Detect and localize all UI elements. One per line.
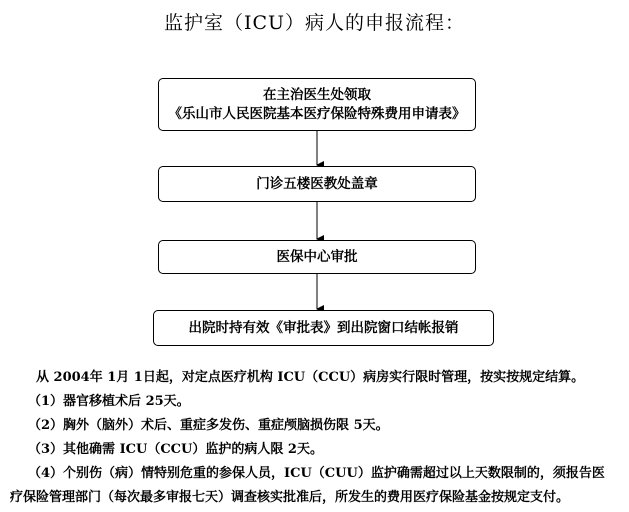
notes-item-3: （3）其他确需 ICU（CCU）监护的病人限 2天。 bbox=[28, 442, 323, 457]
page-title: 监护室（ICU）病人的申报流程： bbox=[163, 12, 466, 34]
step-2-label: 门诊五楼医教处盖章 bbox=[256, 175, 378, 192]
notes-intro: 从 2004年 1月 1日起，对定点医疗机构 ICU（CCU）病房实行限时管理，按实按规定结算。 bbox=[36, 370, 585, 385]
step-2-box bbox=[158, 166, 476, 202]
step-3-label: 医保中心审批 bbox=[276, 248, 358, 265]
step-3-box bbox=[158, 240, 476, 274]
step-1-line-2: 《乐山市人民医院基本医疗保险特殊费用申请表》 bbox=[168, 105, 466, 122]
notes-item-2: （2）胸外（脑外）术后、重症多发伤、重症颅脑损伤限 5天。 bbox=[28, 418, 389, 433]
notes-item-4-continued: 疗保险管理部门（每次最多审报七天）调查核实批准后，所发生的费用医疗保险基金按规定支付。 bbox=[10, 490, 570, 505]
notes-item-4: （4）个别伤（病）情特别危重的参保人员，ICU（CUU）监护确需超过以上天数限制的，须报告医 bbox=[28, 466, 605, 481]
step-4-box bbox=[153, 310, 494, 346]
notes-section bbox=[10, 366, 622, 510]
step-1-box bbox=[158, 78, 476, 131]
notes-item-1: （1）器官移植术后 25天。 bbox=[28, 394, 190, 409]
step-4-label: 出院时持有效《审批表》到出院窗口结帐报销 bbox=[188, 319, 459, 336]
step-1-line-1: 在主治医生处领取 bbox=[263, 86, 371, 103]
